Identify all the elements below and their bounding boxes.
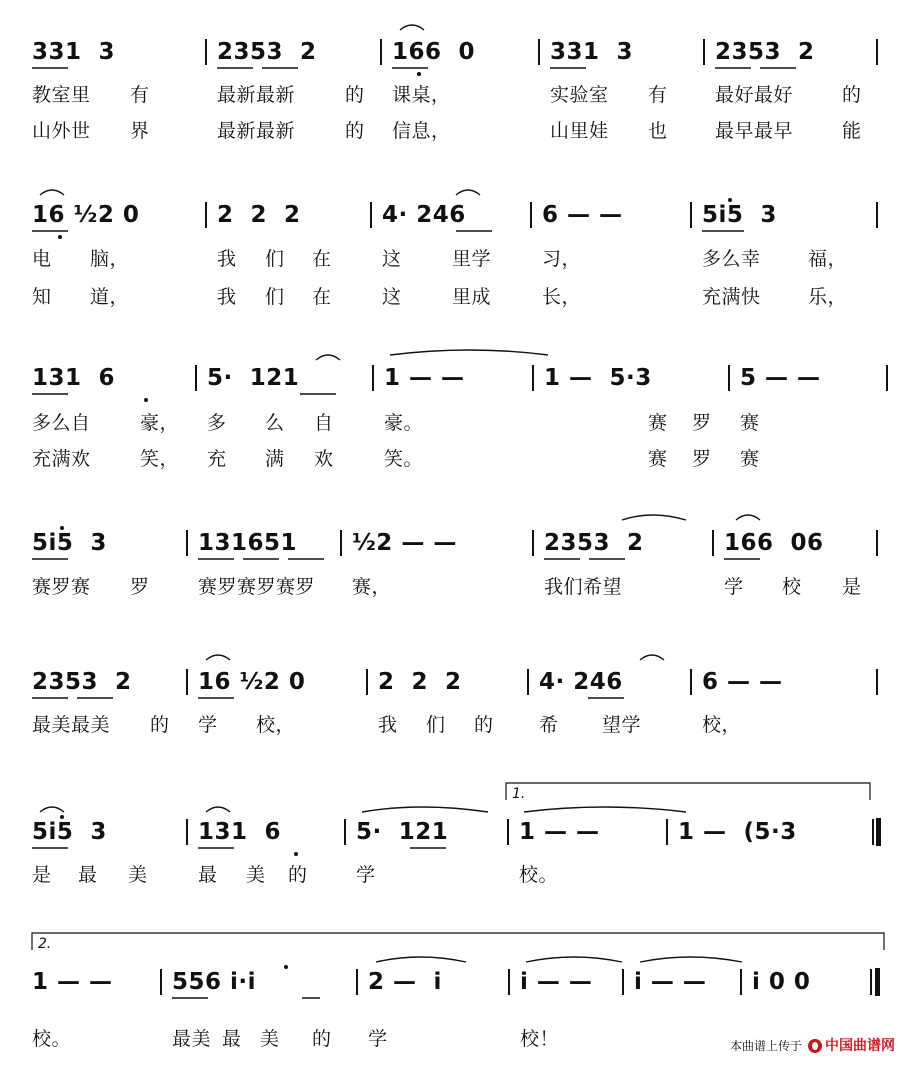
measure: 5i5 3 (32, 819, 107, 845)
measure: 131 6 (198, 819, 282, 845)
measure: 166 06 (724, 530, 824, 556)
lyric: 赛罗赛 (32, 576, 91, 598)
lyric: 也 (648, 120, 668, 142)
upload-credit: 本曲谱上传于 (729, 1039, 802, 1053)
lyric: 课桌， (392, 84, 451, 106)
lyric: 道， (90, 286, 130, 308)
barline (622, 969, 624, 995)
site-name: 中国曲谱网 (825, 1038, 895, 1054)
measure: 1 — — (32, 969, 113, 995)
lyric: 校。 (32, 1028, 72, 1050)
lyric: 充满欢 (32, 448, 91, 470)
barline (186, 669, 188, 695)
lyric: 罗 (692, 448, 712, 470)
lyric: 能 (842, 120, 862, 142)
lyric: 充 (207, 448, 227, 470)
octave-dot-low (58, 235, 62, 239)
volta-bracket-2 (32, 933, 884, 950)
slur (640, 655, 664, 660)
volta-label: 2. (38, 936, 52, 952)
barline (876, 530, 878, 556)
measure: 166 0 (392, 39, 476, 65)
lyric: 笑。 (384, 448, 424, 470)
measure: 131651 (198, 530, 298, 556)
barline (876, 202, 878, 228)
lyric: 山外世 (32, 120, 91, 142)
lyric: 望学 (602, 714, 642, 736)
barline (876, 669, 878, 695)
lyric: 信息， (392, 120, 451, 142)
barline (527, 669, 529, 695)
barline (886, 365, 888, 391)
logo-icon (808, 1039, 822, 1053)
octave-dot-low (144, 398, 148, 402)
measure: 2353 2 (544, 530, 644, 556)
volta-label: 1. (512, 786, 526, 802)
measure: 16 ½2 0 (198, 669, 306, 695)
measure: 2 — i (368, 969, 442, 995)
lyric: 的 (150, 714, 170, 736)
barline (205, 39, 207, 65)
measure: 2 2 2 (217, 202, 301, 228)
barline (344, 819, 346, 845)
lyric: 充满快 (702, 286, 761, 308)
lyric: 我 (217, 248, 237, 270)
lyric: 笑， (140, 448, 180, 470)
measure: 6 — — (702, 669, 783, 695)
lyric: 校！ (520, 1028, 560, 1050)
lyric: 里学 (452, 248, 492, 270)
staff-line-4 (0, 523, 909, 563)
lyric: 山里娃 (550, 120, 609, 142)
measure: 16 ½2 0 (32, 202, 140, 228)
measure: i — — (520, 969, 593, 995)
volta-brackets (32, 783, 884, 950)
lyric: 多么幸 (702, 248, 761, 270)
measure: 5i5 3 (32, 530, 107, 556)
lyric: 是 (32, 864, 52, 886)
slur (390, 350, 548, 355)
lyric: 界 (130, 120, 150, 142)
lyric: 在 (312, 286, 332, 308)
lyric: 美 (128, 864, 148, 886)
measure: 5 — — (740, 365, 821, 391)
lyric: 这 (382, 286, 402, 308)
measure: 5· 121 (207, 365, 300, 391)
barline (712, 530, 714, 556)
lyric: 自 (314, 412, 334, 434)
lyric: 在 (312, 248, 332, 270)
lyric: 多么自 (32, 412, 91, 434)
octave-dot-low (417, 72, 421, 76)
lyric: 电 (32, 248, 52, 270)
lyric: 学 (368, 1028, 388, 1050)
measure: 5i5 3 (702, 202, 777, 228)
lyric: 里成 (452, 286, 492, 308)
barline (195, 365, 197, 391)
lyric: 脑， (90, 248, 130, 270)
lyric: 学 (356, 864, 376, 886)
barline (530, 202, 532, 228)
final-barline-thin (870, 969, 872, 995)
lyric: 是 (842, 576, 862, 598)
barline (340, 530, 342, 556)
measure: i 0 0 (752, 969, 811, 995)
lyric: 豪， (140, 412, 180, 434)
volta-bracket-1 (506, 783, 870, 800)
lyric: 学 (724, 576, 744, 598)
barline (740, 969, 742, 995)
lyric: 实验室 (550, 84, 609, 106)
staff-line-2 (0, 195, 909, 235)
staff-line-5 (0, 662, 909, 702)
lyric: 习， (542, 248, 582, 270)
barline (532, 530, 534, 556)
lyric: 赛 (648, 412, 668, 434)
barline (186, 819, 188, 845)
lyric: 校 (782, 576, 802, 598)
measure: 5· 121 (356, 819, 449, 845)
lyric: 们 (265, 248, 285, 270)
lyric: 长， (542, 286, 582, 308)
repeat-end-thin (872, 819, 874, 845)
measure: 331 3 (32, 39, 116, 65)
lyric: 美 (260, 1028, 280, 1050)
lyric: 么 (265, 412, 285, 434)
barline (538, 39, 540, 65)
lyric: 的 (345, 120, 365, 142)
barline (205, 202, 207, 228)
measure: 2353 2 (217, 39, 317, 65)
barline (728, 365, 730, 391)
measure: ½2 — — (352, 530, 457, 556)
measure: 6 — — (542, 202, 623, 228)
site-logo[interactable] (808, 1036, 895, 1056)
lyric: 校， (256, 714, 296, 736)
lyric: 赛， (352, 576, 392, 598)
measure: 1 — — (384, 365, 465, 391)
barline (508, 969, 510, 995)
barline (532, 365, 534, 391)
staff-line-6 (0, 812, 909, 852)
staff-line-1 (0, 32, 909, 72)
lyric: 最好最好 (715, 84, 794, 106)
lyric: 们 (265, 286, 285, 308)
lyric: 最 (198, 864, 218, 886)
repeat-end-thick (876, 818, 881, 846)
lyric: 赛 (740, 448, 760, 470)
lyric: 最美 (172, 1028, 212, 1050)
lyric: 满 (265, 448, 285, 470)
measure: 331 3 (550, 39, 634, 65)
lyric: 最 (222, 1028, 242, 1050)
final-barline-thick (875, 968, 880, 996)
lyric: 知 (32, 286, 52, 308)
octave-dot-low (294, 852, 298, 856)
lyric: 校。 (519, 864, 559, 886)
site-footer (730, 1036, 895, 1056)
barline (703, 39, 705, 65)
measure: 2353 2 (715, 39, 815, 65)
measure: 4· 246 (539, 669, 623, 695)
lyric: 赛 (648, 448, 668, 470)
measure: 1 — — (519, 819, 600, 845)
barline (366, 669, 368, 695)
barline (666, 819, 668, 845)
lyric: 有 (648, 84, 668, 106)
measure: i — — (634, 969, 707, 995)
measure: 1 — 5·3 (544, 365, 652, 391)
lyric: 我 (217, 286, 237, 308)
measure: 1 — (5·3 (678, 819, 797, 845)
slur (206, 655, 230, 660)
measure: 2353 2 (32, 669, 132, 695)
lyric: 的 (312, 1028, 332, 1050)
lyric: 乐， (808, 286, 848, 308)
lyric: 我们希望 (544, 576, 623, 598)
lyric: 罗 (692, 412, 712, 434)
staff-line-7 (0, 962, 909, 1002)
lyric: 最新最新 (217, 120, 296, 142)
barline (356, 969, 358, 995)
lyric: 们 (426, 714, 446, 736)
lyric: 的 (474, 714, 494, 736)
barline (380, 39, 382, 65)
lyric: 最早最早 (715, 120, 794, 142)
slur (400, 25, 424, 30)
lyric: 我 (378, 714, 398, 736)
lyric: 赛罗赛罗赛罗 (198, 576, 316, 598)
barline (690, 669, 692, 695)
staff-line-3 (0, 358, 909, 398)
lyric: 希 (539, 714, 559, 736)
lyric: 美 (246, 864, 266, 886)
lyric: 有 (130, 84, 150, 106)
barline (186, 530, 188, 556)
lyric: 的 (345, 84, 365, 106)
lyric: 福， (808, 248, 848, 270)
measure: 4· 246 (382, 202, 466, 228)
lyric: 这 (382, 248, 402, 270)
lyric: 欢 (314, 448, 334, 470)
lyric: 最 (78, 864, 98, 886)
measure: 131 6 (32, 365, 116, 391)
barline (876, 39, 878, 65)
barline (370, 202, 372, 228)
slur (736, 515, 760, 520)
lyric: 豪。 (384, 412, 424, 434)
slur (622, 515, 686, 520)
lyric: 罗 (130, 576, 150, 598)
lyric: 的 (842, 84, 862, 106)
barline (690, 202, 692, 228)
barline (507, 819, 509, 845)
lyric: 的 (288, 864, 308, 886)
barline (372, 365, 374, 391)
lyric: 学 (198, 714, 218, 736)
lyric: 多 (207, 412, 227, 434)
lyric: 赛 (740, 412, 760, 434)
lyric: 教室里 (32, 84, 91, 106)
lyric: 最新最新 (217, 84, 296, 106)
lyric: 校， (702, 714, 742, 736)
measure: 556 i·i (172, 969, 257, 995)
barline (160, 969, 162, 995)
measure: 2 2 2 (378, 669, 462, 695)
lyric: 最美最美 (32, 714, 111, 736)
